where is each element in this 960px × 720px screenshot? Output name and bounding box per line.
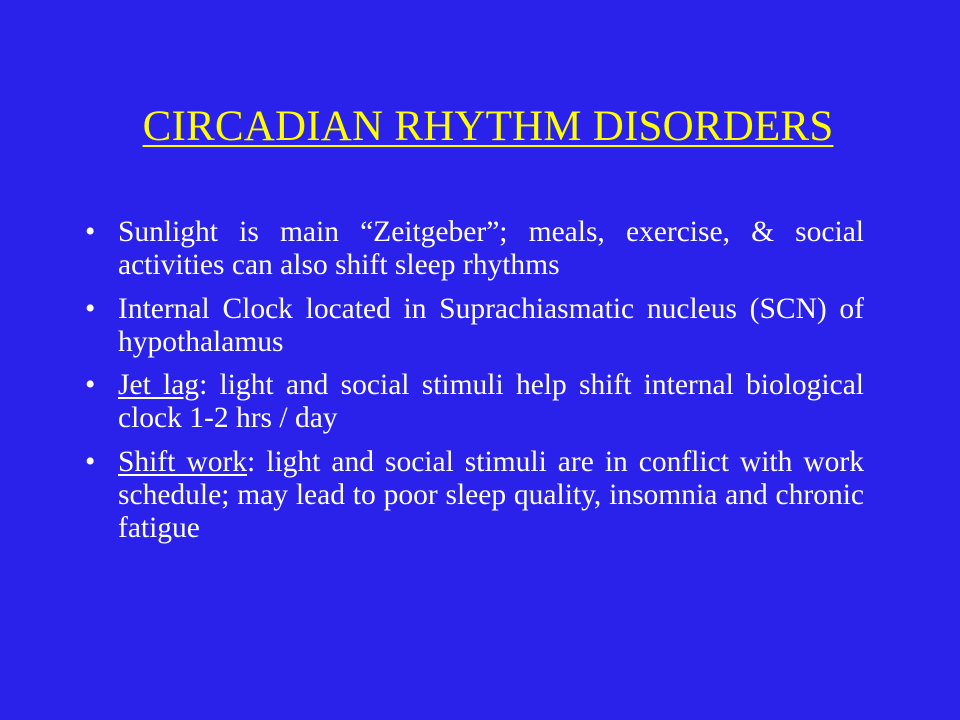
- bullet-item-shift-work: [82, 446, 864, 545]
- bullet-term-shift-work: Shift work: [118, 445, 248, 478]
- bullet-text: : light and social stimuli are in conflict with work schedule; may lead to poor sleep quality, insomnia and chronic fatigue: [118, 445, 865, 544]
- bullet-text: Internal Clock located in Suprachiasmatic nucleus (SCN) of hypothalamus: [118, 292, 864, 358]
- bullet-text: Sunlight is main “Zeitgeber”; meals, exercise, & social activities can also shift sleep rhythms: [118, 216, 864, 281]
- bullet-text: : light and social stimuli help shift internal biological clock 1-2 hrs / day: [118, 369, 865, 434]
- bullet-term-jet-lag: Jet lag: [118, 369, 200, 401]
- bullet-dot-icon: •: [85, 216, 96, 248]
- bullet-dot-icon: •: [85, 369, 96, 401]
- bullet-dot-icon: •: [85, 445, 96, 478]
- bullet-list: [82, 216, 864, 555]
- bullet-item-sunlight: [82, 216, 864, 282]
- bullet-dot-icon: •: [85, 292, 96, 325]
- slide-title: CIRCADIAN RHYTHM DISORDERS: [142, 103, 834, 150]
- bullet-item-jet-lag: [82, 369, 864, 435]
- bullet-item-internal-clock: [82, 293, 864, 359]
